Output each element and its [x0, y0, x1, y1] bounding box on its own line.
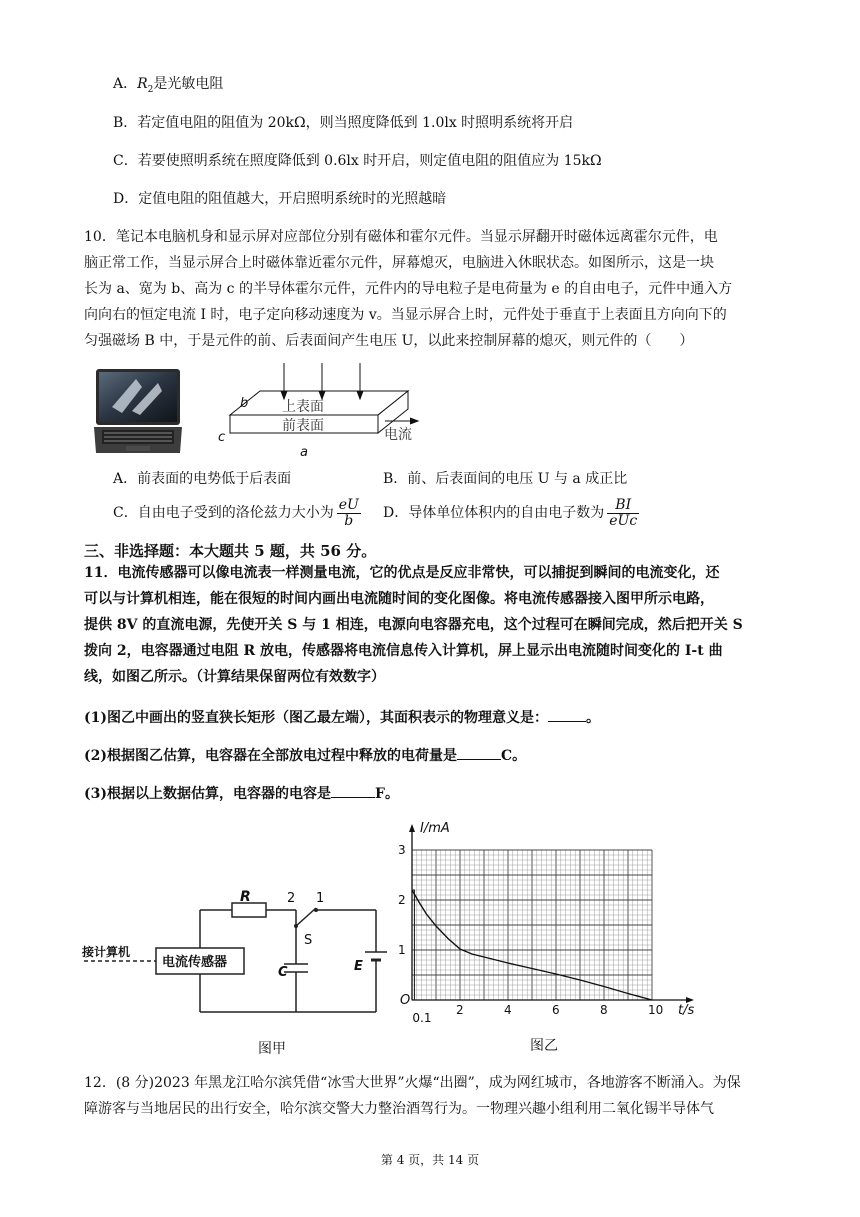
emf-label: E — [354, 959, 363, 974]
y-axis-arrow — [409, 824, 415, 832]
circuit-diagram — [80, 880, 390, 1060]
y-tick-label: 1 — [398, 943, 406, 957]
chart-grid — [412, 850, 652, 1000]
x-tick-label: 4 — [504, 1003, 512, 1017]
q10-line-5: 匀强磁场 B 中，于是元件的前、后表面间产生电压 U，以此来控制屏幕的熄灭，则元件的（ ） — [84, 333, 694, 349]
x-tick-label: 2 — [456, 1003, 464, 1017]
section-3-heading: 三、非选择题：本大题共 5 题，共 56 分。 — [84, 542, 377, 560]
q10-option-c: C．自由电子受到的洛伦兹力大小为 $\frac{eU}{b}$ — [113, 496, 359, 529]
q10-option-b: B．前、后表面间的电压 U 与 a 成正比 — [383, 471, 628, 487]
resistor-label: R — [240, 889, 251, 905]
x-tick-label: 6 — [552, 1003, 560, 1017]
x-tick-label: 0.1 — [412, 1011, 432, 1025]
q9-option-a: A．$R_2$是光敏电阻 — [113, 76, 224, 95]
q12-line-2: 障游客与当地居民的出行安全，哈尔滨交警大力整治酒驾行为。一物理兴趣小组利用二氧化锡半导体气 — [84, 1101, 714, 1117]
q12-line-1: 12．(8 分)2023 年黑龙江哈尔滨凭借“冰雪大世界”火爆“出圈”，成为网红城市，各地游客不断涌入。为保 — [84, 1075, 741, 1091]
x-tick-label: 8 — [600, 1003, 608, 1017]
hall-element-figure — [212, 361, 427, 461]
it-chart — [390, 815, 720, 1060]
q10-line-2: 脑正常工作，当显示屏合上时磁体靠近霍尔元件，屏幕熄灭，电脑进入休眠状态。如图所示，这是一块 — [84, 255, 714, 271]
page-footer: 第 4 页，共 14 页 — [380, 1153, 480, 1167]
q11-line-2: 可以与计算机相连，能在很短的时间内画出电流随时间的变化图像。将电流传感器接入图甲所示电路， — [84, 591, 714, 607]
q10-line-4: 向向右的恒定电流 I 时，电子定向移动速度为 v。当显示屏合上时，元件处于垂直于上表面且方向向下的 — [84, 307, 727, 323]
q10-line-3: 长为 a、宽为 b、高为 c 的半导体霍尔元件，元件内的导电粒子是电荷量为 e 的自由电子，元件中通入方 — [84, 281, 733, 297]
top-face-label: 上表面 — [282, 399, 324, 415]
x-tick-label: 10 — [648, 1003, 664, 1017]
label-a: a — [300, 445, 308, 460]
q9-option-b: B．若定值电阻的阻值为 20kΩ，则当照度降低到 1.0lx 时照明系统将开启 — [113, 115, 574, 131]
q10-option-d: D．导体单位体积内的自由电子数为 $\frac{BI}{\text{eUc}}$ — [383, 496, 638, 529]
current-label: 电流 — [384, 427, 412, 443]
q11-line-3: 提供 8V 的直流电源，先使开关 S 与 1 相连，电源向电容器充电，这个过程可在瞬间完成，然后把开关 S — [84, 617, 743, 633]
front-face-label: 前表面 — [282, 418, 324, 434]
switch-contact-1: 1 — [316, 891, 325, 906]
capacitor-label: C — [278, 965, 288, 980]
q11-part-3: (3)根据以上数据估算，电容器的电容是 F。 — [84, 783, 399, 804]
switch-contact-2: 2 — [287, 891, 296, 906]
sensor-label: 电流传感器 — [162, 955, 228, 970]
q9-option-c: C．若要使照明系统在照度降低到 0.6lx 时开启，则定值电阻的阻值应为 15kΩ — [113, 153, 602, 169]
q10-option-a: A．前表面的电势低于后表面 — [113, 471, 292, 487]
label-b: b — [240, 396, 249, 411]
switch-label: S — [304, 933, 313, 948]
q10-line-1: 10．笔记本电脑机身和显示屏对应部位分别有磁体和霍尔元件。当显示屏翻开时磁体远离霍尔元件，电 — [84, 229, 718, 245]
figure-b-caption: 图乙 — [530, 1038, 558, 1054]
q11-line-5: 线，如图乙所示。（计算结果保留两位有效数字） — [84, 669, 385, 685]
q11-line-4: 拨向 2，电容器通过电阻 R 放电，传感器将电流信息传入计算机，屏上显示出电流随时间变化的 I-t 曲 — [84, 643, 723, 659]
q11-line-1: 11．电流传感器可以像电流表一样测量电流，它的优点是反应非常快，可以捕捉到瞬间的电流变化，还 — [84, 565, 720, 581]
chart-ticks — [398, 843, 663, 1025]
figure-a-caption: 图甲 — [258, 1041, 286, 1057]
q9-option-d: D．定值电阻的阻值越大，开启照明系统时的光照越暗 — [113, 191, 447, 207]
x-axis-label: t/s — [678, 1003, 695, 1018]
chart-axes — [409, 824, 694, 1003]
label-c: c — [218, 430, 226, 445]
origin-label: O — [400, 993, 411, 1008]
y-tick-label: 2 — [398, 893, 406, 907]
q11-part-1: (1)图乙中画出的竖直狭长矩形（图乙最左端），其面积表示的物理意义是： 。 — [84, 707, 600, 728]
q11-part-2: (2)根据图乙估算，电容器在全部放电过程中释放的电荷量是 C。 — [84, 745, 526, 766]
y-tick-label: 3 — [398, 843, 406, 857]
laptop-image — [92, 367, 185, 457]
computer-label: 接计算机 — [82, 945, 131, 959]
y-axis-label: I/mA — [420, 821, 450, 836]
